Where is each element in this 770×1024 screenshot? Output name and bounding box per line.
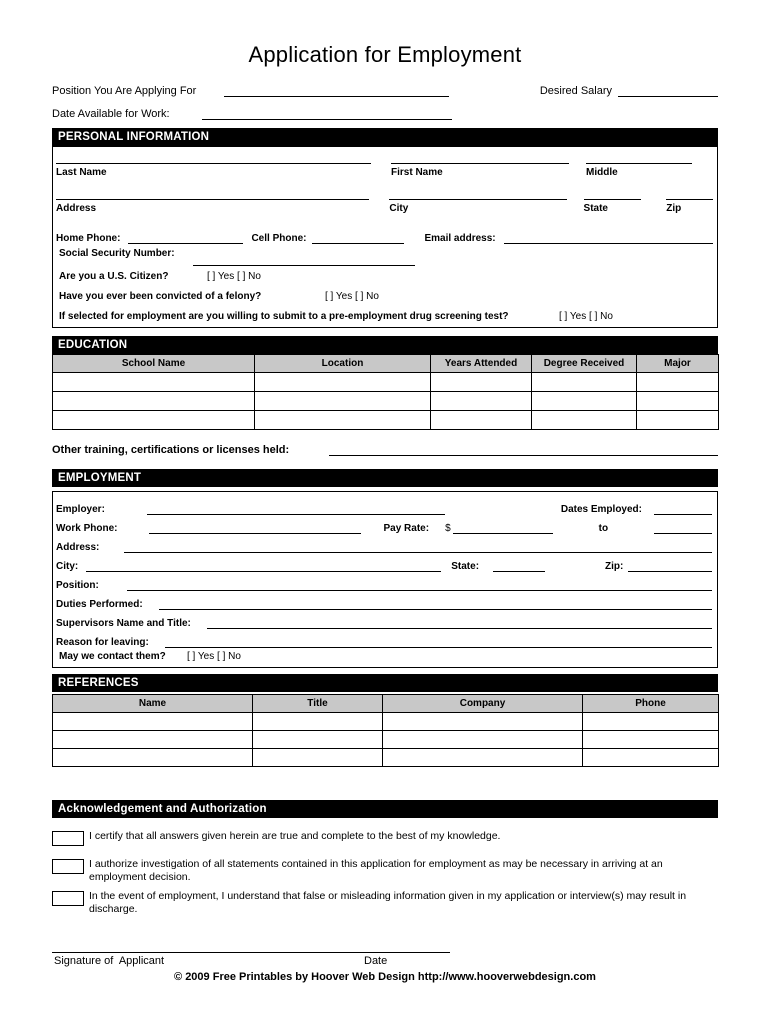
name-row [56, 163, 713, 180]
references-row [53, 713, 719, 731]
drug-test-question-row [56, 306, 713, 326]
position-salary-row [52, 81, 718, 97]
references-cell[interactable] [583, 749, 719, 767]
references-row [53, 749, 719, 767]
references-cell[interactable] [583, 713, 719, 731]
address-row [56, 199, 713, 216]
dates-employed-label: Dates Employed: [560, 504, 642, 515]
position-held-label: Position: [56, 580, 99, 591]
felony-question-label: Have you ever been convicted of a felony? [59, 291, 262, 302]
references-cell[interactable] [253, 731, 383, 749]
zip-field[interactable]: Zip [666, 199, 713, 216]
references-cell[interactable] [383, 731, 583, 749]
education-cell[interactable] [53, 392, 255, 411]
phones-row [56, 229, 713, 244]
contact-question-row [56, 648, 712, 665]
home-phone-input-line[interactable] [128, 231, 243, 244]
references-col-name: Name [53, 695, 253, 713]
date-available-label: Date Available for Work: [52, 108, 170, 120]
reason-leaving-label: Reason for leaving: [56, 637, 149, 648]
references-header: REFERENCES [52, 674, 718, 692]
cell-phone-label: Cell Phone: [251, 233, 307, 244]
dollar-sign: $ [445, 523, 451, 534]
signature-label-row [52, 953, 718, 970]
discharge-text: In the event of employment, I understand that false or misleading information given in my application or interview(s) may result in discharge. [89, 890, 687, 915]
work-phone-row [56, 515, 712, 534]
date-available-input-line[interactable] [202, 107, 452, 120]
copyright-text: © 2009 Free Printables by Hoover Web Design http://www.hooverwebdesign.com [174, 971, 596, 983]
employer-input-line[interactable] [147, 503, 445, 515]
references-cell[interactable] [583, 731, 719, 749]
employer-address-input-line[interactable] [124, 541, 712, 553]
employer-zip-input-line[interactable] [628, 560, 712, 572]
references-cell[interactable] [53, 713, 253, 731]
education-header-row [53, 355, 719, 373]
drug-test-question-label: If selected for employment are you willing to submit to a pre-employment drug screening test? [59, 311, 509, 322]
employer-state-input-line[interactable] [493, 560, 545, 572]
employer-zip-label: Zip: [605, 561, 624, 572]
employment-header: EMPLOYMENT [52, 469, 718, 487]
references-header-row [53, 695, 719, 713]
references-cell[interactable] [53, 749, 253, 767]
references-cell[interactable] [383, 749, 583, 767]
employer-address-label: Address: [56, 542, 100, 553]
education-cell[interactable] [53, 411, 255, 430]
employer-label: Employer: [56, 504, 105, 515]
last-name-field[interactable]: Last Name [56, 163, 371, 180]
duties-row [56, 591, 712, 610]
references-cell[interactable] [253, 749, 383, 767]
ack-item-discharge [52, 890, 718, 916]
city-field[interactable]: City [389, 199, 566, 216]
ssn-label: Social Security Number: [59, 248, 175, 259]
supervisor-input-line[interactable] [207, 617, 712, 629]
felony-question-row [56, 286, 713, 306]
education-cell[interactable] [255, 411, 431, 430]
email-label: Email address: [424, 233, 496, 244]
work-phone-label: Work Phone: [56, 523, 118, 534]
authorize-checkbox[interactable] [52, 859, 84, 874]
education-col-major: Major [637, 355, 719, 373]
ack-item-certify [52, 830, 718, 846]
references-table [52, 694, 719, 767]
position-label: Position You Are Applying For [52, 85, 197, 97]
other-training-input-line[interactable] [329, 443, 718, 456]
pay-rate-to-label: to [598, 523, 609, 534]
education-cell[interactable] [255, 392, 431, 411]
education-row [53, 373, 719, 392]
state-field[interactable]: State [584, 199, 642, 216]
references-row [53, 731, 719, 749]
duties-input-line[interactable] [159, 598, 712, 610]
pay-rate-label: Pay Rate: [383, 523, 430, 534]
education-cell[interactable] [532, 392, 637, 411]
contact-yes-no-checkboxes[interactable]: [ ] Yes [ ] No [187, 651, 241, 662]
education-cell[interactable] [532, 373, 637, 392]
education-cell[interactable] [637, 392, 719, 411]
reason-leaving-input-line[interactable] [165, 636, 712, 648]
citizen-yes-no-checkboxes[interactable]: [ ] Yes [ ] No [207, 271, 261, 282]
employer-address-row [56, 534, 712, 553]
certify-text: I certify that all answers given herein are true and complete to the best of my knowledge. [89, 830, 501, 842]
references-cell[interactable] [253, 713, 383, 731]
position-row [56, 572, 712, 591]
education-cell[interactable] [53, 373, 255, 392]
education-row [53, 392, 719, 411]
position-held-input-line[interactable] [127, 579, 712, 591]
employer-state-label: State: [451, 561, 480, 572]
date-label: Date [364, 955, 388, 967]
duties-label: Duties Performed: [56, 599, 143, 610]
employment-box [52, 491, 718, 668]
employer-city-input-line[interactable] [86, 560, 441, 572]
references-col-phone: Phone [583, 695, 719, 713]
first-name-field[interactable]: First Name [391, 163, 569, 180]
education-row [53, 411, 719, 430]
cell-phone-input-line[interactable] [312, 231, 404, 244]
page-title: Application for Employment [248, 42, 522, 67]
education-cell[interactable] [532, 411, 637, 430]
references-cell[interactable] [383, 713, 583, 731]
reason-leaving-row [56, 629, 712, 648]
education-col-school: School Name [53, 355, 255, 373]
citizen-question-row [56, 266, 713, 286]
personal-information-header: PERSONAL INFORMATION [52, 128, 718, 146]
signature-label: Signature of Applicant [54, 955, 165, 967]
references-col-title: Title [253, 695, 383, 713]
work-phone-input-line[interactable] [149, 522, 361, 534]
other-training-row [52, 441, 718, 456]
ack-item-authorize [52, 858, 718, 884]
education-cell[interactable] [431, 411, 532, 430]
education-table [52, 354, 719, 430]
contact-question-label: May we contact them? [59, 651, 166, 662]
home-phone-label: Home Phone: [56, 233, 121, 244]
education-cell[interactable] [637, 373, 719, 392]
drug-test-yes-no-checkboxes[interactable]: [ ] Yes [ ] No [559, 311, 613, 322]
desired-salary-input-line[interactable] [618, 84, 718, 97]
employer-city-label: City: [56, 561, 79, 572]
supervisor-label: Supervisors Name and Title: [56, 618, 191, 629]
other-training-label: Other training, certifications or licenses held: [52, 444, 290, 456]
personal-information-box [52, 146, 718, 328]
middle-name-field[interactable]: Middle [586, 163, 692, 180]
email-input-line[interactable] [504, 231, 713, 244]
references-cell[interactable] [53, 731, 253, 749]
dates-employed-to-line[interactable] [654, 522, 712, 534]
education-col-years: Years Attended [431, 355, 532, 373]
supervisor-row [56, 610, 712, 629]
authorize-text: I authorize investigation of all statements contained in this application for employment as may be necessary in arriving at an employment decision. [89, 858, 663, 883]
address-field[interactable]: Address [56, 199, 369, 216]
desired-salary-label: Desired Salary [539, 85, 612, 97]
education-cell[interactable] [431, 392, 532, 411]
position-input-line[interactable] [224, 84, 449, 97]
education-cell[interactable] [637, 411, 719, 430]
citizen-question-label: Are you a U.S. Citizen? [59, 271, 169, 282]
date-available-row [52, 104, 718, 120]
ssn-input-line[interactable] [193, 259, 415, 266]
employer-city-row [56, 553, 712, 572]
education-col-degree: Degree Received [532, 355, 637, 373]
education-cell[interactable] [255, 373, 431, 392]
felony-yes-no-checkboxes[interactable]: [ ] Yes [ ] No [325, 291, 379, 302]
certify-checkbox[interactable] [52, 831, 84, 846]
employer-row [56, 496, 712, 515]
education-col-location: Location [255, 355, 431, 373]
education-header: EDUCATION [52, 336, 718, 354]
education-cell[interactable] [431, 373, 532, 392]
pay-rate-input-line[interactable] [453, 522, 553, 534]
references-col-company: Company [383, 695, 583, 713]
acknowledgement-header: Acknowledgement and Authorization [52, 800, 718, 818]
discharge-checkbox[interactable] [52, 891, 84, 906]
dates-employed-from-line[interactable] [654, 503, 712, 515]
